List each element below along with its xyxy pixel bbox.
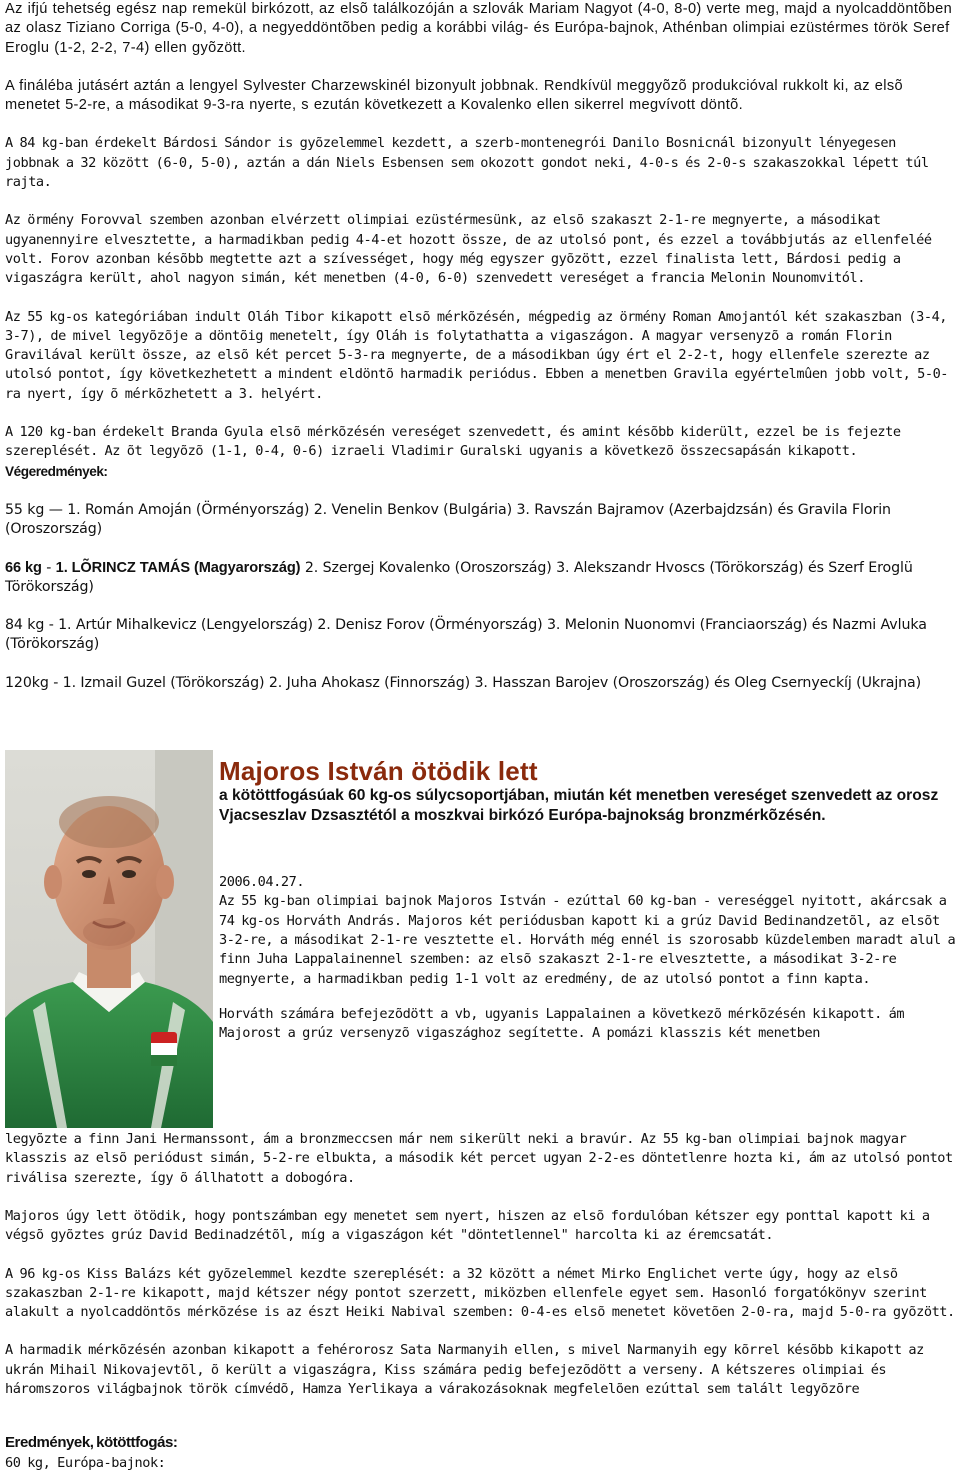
paragraph-120kg <box>5 423 955 482</box>
result-84kg: 84 kg - 1. Artúr Mihalkevicz (Lengyelország) 2. Denisz Forov (Örményország) 3. Melonin Nuonomvi (Franciaország) és Nazmi Avluka (Törökország) <box>5 617 927 653</box>
sentence-branda-2: Az õt legyõzõ (1-1, 0-4, 0-6) izraeli Vladimir Guralski ugyanis a következõ összecsapásán kikapott. <box>104 443 858 460</box>
feature-article <box>5 750 955 1130</box>
sentence-production: Rendkívül meggyõzõ produkcióval rukkolt ki, az elsõ menetet 5-2-re, a másodikat 9-3-ra nyerte, s ezután következett a Kovalenko ellen sikerrel megvívott döntõ. <box>5 77 903 114</box>
results-title: Eredmények, kötöttfogás: <box>5 1434 178 1452</box>
sentence-olah-2: A magyar versenyzõ a román Florin Gravilával került össze, az elsõ két percet 5-3-ra megnyerte, de a másodikban úgy ért el 2-2-t, hogy ellenfele szerezte az utolsó pontot, így következhetett a mindent eldöntõ harmadik periódus. <box>5 327 930 383</box>
paragraph-kiss-balazs: A 96 kg-os Kiss Balázs két gyõzelemmel kezdte szereplését: a 32 között a német Mirko Englichet verte úgy, hogy az elsõ szakaszban 2-1-re kikapott, majd kétszer négy pontot szerzett, miközben ellenfele egyet sem. Hasonló forgatókönyv szerint alakult a nyolcaddöntõs mérkõzése is az észt Heiki Nabival szemben: 0-4-es elsõ menetet követõen 2-0-ra, majd 5-0-ra gyõzött. <box>5 1265 955 1321</box>
results-section <box>5 1433 955 1473</box>
result-120kg: 120kg - 1. Izmail Guzel (Törökország) 2. Juha Ahokasz (Finnország) 3. Hasszan Barojev (Oroszország) és Oleg Csernyeckíj (Ukrajna) <box>5 674 922 691</box>
athlete-portrait-image <box>5 750 213 1128</box>
results-first-line: 60 kg, Európa-bajnok: <box>5 1454 166 1471</box>
paragraph-84kg: A 84 kg-ban érdekelt Bárdosi Sándor is gyõzelemmel kezdett, a szerb-montenegrói Danilo Bosnicnál bizonyult lényegesen jobbnak a 32 között (6-0, 5-0), aztán a dán Niels Esbensen sem okozott gondot neki, 4-0-s és 2-0-s szakaszokkal lépett túl rajta. <box>5 135 929 191</box>
sentence-olah-3: Ebben a menetben Gravila egyértelmûen jobb volt, 5-0-ra nyert, így õ mérkõzhetett a 3. helyért. <box>5 366 949 402</box>
paragraph-majoros-fifth: Majoros úgy lett ötödik, hogy pontszámban egy menetet sem nyert, hiszen az elsõ fordulóban kétszer egy ponttal kapott ki a végsõ gyõztes grúz David Bedinadzétõl, míg a vigaszágon két "döntetlennel" harcolta ki az éremcsatát. <box>5 1207 930 1244</box>
result-66kg-rest: 2. Szergej Kovalenko (Oroszország) 3. Alekszandr Hvoscs (Törökország) és Szerf Eroglü Törökország) <box>5 559 913 595</box>
paragraph-third-match: A harmadik mérkõzésén azonban kikapott a fehérorosz Sata Narmanyih ellen, s mivel Narmanyih egy kõrrel késõbb kikapott az ukrán Mihail Nikovajevtõl, õ került a vigaszágra, Kiss számára pedig befejezõdött a verseny. A kétszeres olimpiai és háromszoros világbajnok török címvédõ, Hamza Yerlikaya a várakozásoknak megfelelõen ezúttal sem talált legyõzõre <box>5 1342 924 1397</box>
paragraph-intro: Az ifjú tehetség egész nap remekül birkózott, az elsõ találkozóján a szlovák Mariam Nagyot (4-0, 8-0) verte meg, majd a nyolcaddöntõben az olasz Tiziano Corriga (5-0, 4-0), a negyeddöntõben pedig a korábbi világ- és Európa-bajnok, Athénban olimpiai ezüstérmes török Seref Eroglu (1-2, 2-2, 7-4) ellen gyõzött. <box>5 1 953 56</box>
paragraph-forov <box>5 211 955 288</box>
feature-paragraph-2-start: Horváth számára befejezõdött a vb, ugyanis Lappalainen a következõ mérkõzésén kikapott. ám Majorost a grúz versenyzõ vigaszághoz segítette. A pomázi klasszis két menetben <box>219 1005 905 1042</box>
result-66kg-weight: 66 kg <box>5 559 42 576</box>
paragraph-55kg <box>5 308 955 404</box>
sentence-olah-1: Az 55 kg-os kategóriában indult Oláh Tibor kikapott elsõ mérkõzésén, mégpedig az örmény Roman Amojantól két szakaszban (3-4, 3-7), de mivel legyõzõje a döntõig menetelt, így Oláh is folytathatta a vigaszágon. <box>5 308 948 344</box>
feature-date: 2006.04.27. <box>219 874 305 891</box>
sentence-forov-2: Forov azonban késõbb megtette azt a szívességet, hogy még egyszer gyõzött, ezzel finalista lett, Bárdosi pedig a vigaszágra került, ahol nagyon simán, két menetben (4-0, 6-0) szenvedett vereséget a francia Melonin Nounomvitól. <box>5 250 901 287</box>
final-results-label: Végeredmények: <box>5 463 108 479</box>
feature-paragraph-1: Az 55 kg-ban olimpiai bajnok Majoros István - ezúttal 60 kg-ban - vereséggel nyitott, akárcsak a 74 kg-os Horváth András. Majoros két periódusban kapott ki a grúz David Bedinandzetõl, az elsõt 3-2-re, a másodikat 2-1-re vesztette el. Horváth még ennél is szorosabb küzdelemben maradt alul a finn Juha Lappalainennel szemben: az elsõ szakaszt 2-1-re elvesztette, a másodikat 3-2-re megnyerte, a harmadikban pedig 1-1 volt az eredmény, de az utolsó pontot a finn kapta. <box>219 893 956 987</box>
sentence-forov-1: Az örmény Forovval szemben azonban elvérzett olimpiai ezüstérmesünk, az elsõ szakaszt 2-1-re megnyerte, a másodikat ugyanennyire elvesztette, a harmadikban pedig 4-4-et hozott össze, de az utolsó pont, és ezzel a továbbjutás az ellenfeléé volt. <box>5 212 932 267</box>
feature-headline: Majoros István ötödik lett <box>219 756 538 787</box>
feature-body <box>219 873 959 1043</box>
paragraph-final-qualifier <box>5 77 955 116</box>
sentence-branda-1: A 120 kg-ban érdekelt Branda Gyula elsõ mérkõzésén vereséget szenvedett, és amint késõbb kiderült, ezzel be is fejezte szereplését. <box>5 424 901 460</box>
athlete-photo <box>5 750 213 1128</box>
result-66kg <box>5 559 955 598</box>
feature-lead: a kötöttfogásúak 60 kg-os súlycsoportjában, miután két menetben vereséget szenvedett az orosz Vjacseszlav Dzsasztétól a moszkvai birkózó Európa-bajnokság bronzmérkõzésén. <box>219 787 939 825</box>
result-66kg-separator: - <box>41 559 56 576</box>
result-66kg-winner: 1. LÕRINCZ TAMÁS (Magyarország) <box>55 559 301 576</box>
feature-paragraph-2-rest: legyõzte a finn Jani Hermanssont, ám a bronzmeccsen már nem sikerült neki a bravúr. Az 55 kg-ban olimpiai bajnok magyar klasszis az elsõ periódust simán, 5-2-re elbukta, a második két percet ugyan 2-2-es döntetlenre hozta ki, ám az utolsó pontot riválisa szerezte, így õ állhatott a dobogóra. <box>5 1131 953 1186</box>
sentence-final: A fináléba jutásért aztán a lengyel Sylvester Charzewskinél bizonyult jobbnak. <box>5 77 539 94</box>
result-55kg: 55 kg — 1. Román Amoján (Örményország) 2. Venelin Benkov (Bulgária) 3. Ravszán Bajramov (Azerbajdzsán) és Gravila Florin (Oroszország) <box>5 501 891 538</box>
article <box>5 0 955 1473</box>
